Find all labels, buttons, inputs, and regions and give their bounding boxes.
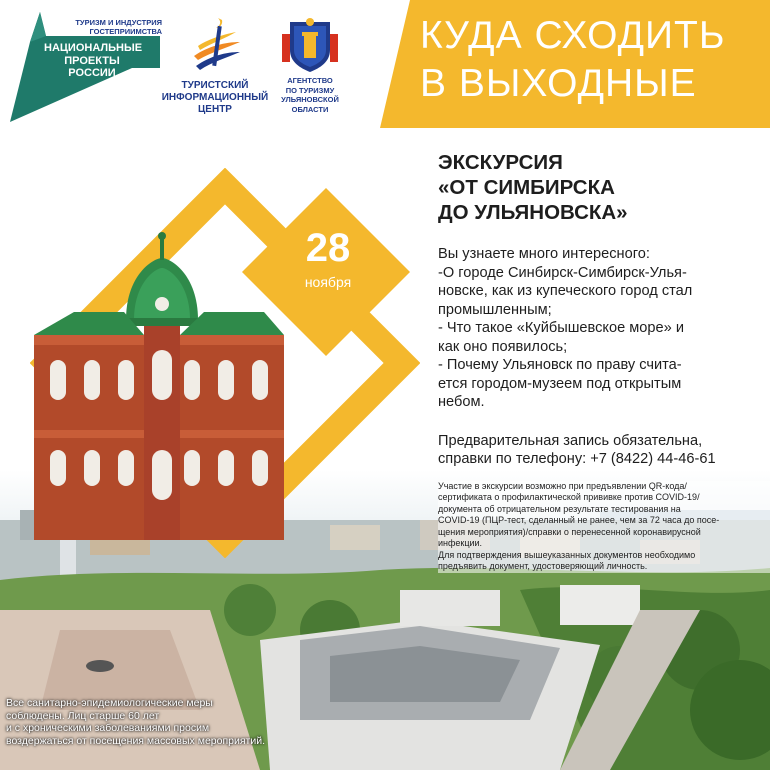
tourist-info-center-label: ТУРИСТСКИЙ ИНФОРМАЦИОННЫЙ ЦЕНТР: [161, 80, 269, 115]
banner-slant: [380, 0, 410, 128]
headline-title: [420, 12, 725, 108]
headline-banner: [380, 0, 770, 128]
national-projects-title: НАЦИОНАЛЬНЫЕ ПРОЕКТЫ РОССИИ: [44, 42, 143, 79]
event-highlights: Вы узнаете много интересного: -О городе Синбирск-Симбирск-Улья- новске, как из купеческого город стал промышленным; - Что такое «Куйбышевское море» и как оно появилось; - Почему Ульяновск по праву счита- ется городом-музеем под открытым небом.: [438, 246, 693, 410]
covid-requirements: Участие в экскурсии возможно при предъявлении QR-кода/ сертификата о профилактической прививке против COVID-19/ документа об отрицательном результате тестирования на COVID-19 (ПЦР-тест, сделанный не ранее, чем за 72 часа до посе- щения мероприятия)/справки о перенесенной коронавирусной инфекции. Для подтверждения вышеуказанных документов необходимо предъявить документ, удостоверяющий личность.: [438, 481, 770, 573]
tourism-agency-label: АГЕНТСТВО ПО ТУРИЗМУ УЛЬЯНОВСКОЙ ОБЛАСТИ: [281, 76, 339, 114]
header: [0, 0, 770, 128]
date-badge: [242, 188, 410, 356]
coat-of-arms-icon: [270, 14, 350, 74]
event-date-day: 28: [305, 226, 351, 270]
headline-line-2: В ВЫХОДНЫЕ: [420, 62, 697, 105]
event-description: [438, 150, 768, 573]
safety-notice: Все санитарно-эпидемиологические меры соблюдены. Лиц старше 60 лет и с хроническими заболеваниями просим воздержаться от посещения массовых мероприятий.: [6, 697, 265, 747]
national-projects-category: ТУРИЗМ И ИНДУСТРИЯ ГОСТЕПРИИМСТВА: [75, 18, 162, 36]
headline-line-1: КУДА СХОДИТЬ: [420, 14, 726, 57]
flame-swirl-icon: [160, 12, 270, 78]
registration-info: Предварительная запись обязательна, справки по телефону: +7 (8422) 44-46-61: [438, 432, 716, 467]
tourism-agency-logo: [270, 14, 350, 122]
event-date-month: ноября: [304, 274, 352, 290]
tourist-info-center-logo: [160, 12, 270, 122]
event-title: ЭКСКУРСИЯ «ОТ СИМБИРСКА ДО УЛЬЯНОВСКА»: [438, 151, 628, 224]
national-projects-logo: [10, 6, 160, 122]
